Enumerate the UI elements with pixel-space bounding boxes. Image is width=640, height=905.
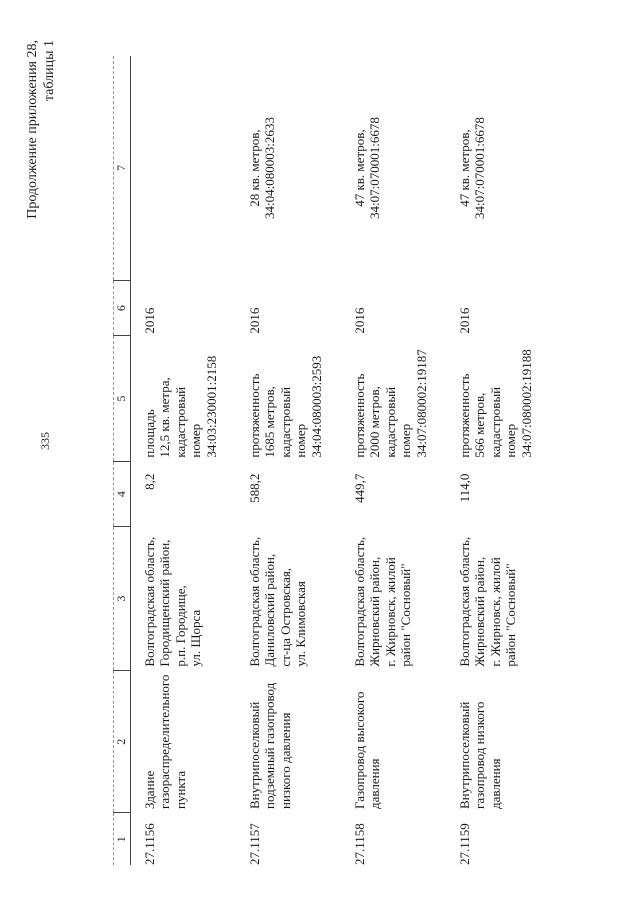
address-cell-line: Волгоградская область,: [351, 536, 367, 667]
value-cell: 449,7: [351, 473, 367, 503]
details-cell-line: протяженность: [351, 373, 367, 458]
note-cell-line: 47 кв. метров,: [456, 129, 472, 207]
address-cell-line: Жирновский район,: [472, 556, 487, 667]
details-cell: [236, 336, 341, 462]
object-name-cell-line: газораспределительного: [157, 674, 172, 809]
details-cell-line: протяженность: [246, 373, 262, 458]
row-id-cell: 27.1158: [351, 823, 367, 865]
details-cell-line: площадь: [141, 409, 157, 458]
note-cell-line: 28 кв. метров,: [246, 129, 262, 207]
object-name-cell-line: давления: [487, 758, 503, 809]
object-name-cell-line: газопровод низкого: [472, 701, 487, 809]
year-cell: 2016: [246, 307, 262, 334]
address-cell-line: г. Жирновск, жилой: [487, 557, 503, 667]
details-cell-line: 34:03:230001:2158: [203, 355, 219, 458]
details-cell-line: 34:04:080003:2593: [308, 355, 324, 458]
address-cell-line: Волгоградская область,: [456, 536, 472, 667]
details-cell-line: 12,5 кв. метра,: [157, 377, 172, 458]
object-name-cell: [130, 671, 236, 813]
address-cell: [130, 527, 236, 671]
details-cell: [446, 336, 551, 462]
row-id-cell: 27.1156: [141, 823, 157, 865]
details-cell-line: номер: [398, 423, 413, 458]
table-row: [130, 56, 236, 865]
column-header-2: 2: [114, 671, 131, 813]
object-name-cell-line: Внутрипоселковый: [456, 701, 472, 809]
table-row: [236, 56, 341, 865]
note-cell: [236, 56, 341, 281]
address-cell-line: Городищенский район,: [157, 539, 172, 667]
address-cell-line: район "Сосновый": [398, 563, 413, 667]
details-cell: [130, 336, 236, 462]
value-cell: 588,2: [246, 473, 262, 503]
object-name-cell: [341, 671, 446, 813]
object-name-cell: [446, 671, 551, 813]
object-name-cell: [236, 671, 341, 813]
details-cell: [341, 336, 446, 462]
continuation-line-1: Продолжение приложения 28,: [25, 40, 40, 219]
details-cell-line: 34:07:080002:19187: [413, 349, 429, 458]
address-cell-line: Жирновский район,: [367, 556, 382, 667]
address-cell-line: район "Сосновый": [503, 563, 518, 667]
column-header-6: 6: [114, 281, 131, 336]
data-table: [113, 56, 551, 865]
details-cell-line: 34:07:080002:19188: [518, 349, 534, 458]
note-cell: [446, 56, 551, 281]
details-cell-line: 2000 метров,: [367, 386, 382, 458]
object-name-cell-line: подземный газопровод: [262, 682, 277, 809]
address-cell-line: р.п. Городище,: [172, 585, 188, 667]
object-name-cell-line: давления: [367, 758, 382, 809]
details-cell-line: кадастровый: [382, 386, 398, 458]
object-name-cell-line: низкого давления: [277, 712, 293, 809]
note-cell-line: 34:07:070001:6678: [367, 117, 382, 219]
details-cell-line: номер: [293, 423, 308, 458]
address-cell-line: ул. Климовская: [293, 581, 308, 667]
note-cell-line: 34:07:070001:6678: [472, 117, 487, 219]
object-name-cell-line: пункта: [172, 770, 188, 809]
object-name-cell-line: Газопровод высокого: [351, 691, 367, 809]
year-cell: 2016: [456, 307, 472, 334]
address-cell-line: ст-ца Островская,: [277, 567, 293, 667]
table-body: [130, 56, 551, 865]
address-cell-line: Даниловский район,: [262, 553, 277, 667]
column-header-7: 7: [114, 56, 131, 281]
note-cell: [341, 56, 446, 281]
row-id-cell: 27.1159: [456, 823, 472, 865]
address-cell: [236, 527, 341, 671]
column-header-1: 1: [114, 813, 131, 865]
value-cell: 114,0: [456, 473, 472, 503]
year-cell: 2016: [351, 307, 367, 334]
row-id-cell: 27.1157: [246, 823, 262, 865]
page-number: 335: [38, 432, 52, 450]
note-cell-line: 34:04:080003:2633: [262, 117, 277, 219]
note-cell-line: 47 кв. метров,: [351, 129, 367, 207]
year-cell: 2016: [141, 307, 157, 334]
address-cell: [341, 527, 446, 671]
note-cell: [130, 56, 236, 281]
continuation-caption: [24, 40, 58, 440]
details-cell-line: 1685 метров,: [262, 386, 277, 458]
details-cell-line: 566 метров,: [472, 392, 487, 458]
column-header-3: 3: [114, 527, 131, 671]
continuation-line-2: таблицы 1: [42, 40, 57, 102]
object-name-cell-line: Здание: [141, 770, 157, 809]
details-cell-line: кадастровый: [487, 386, 503, 458]
column-header-5: 5: [114, 336, 131, 462]
address-cell-line: г. Жирновск, жилой: [382, 557, 398, 667]
object-name-cell-line: Внутрипоселковый: [246, 701, 262, 809]
header-row: [114, 56, 131, 865]
column-header-4: 4: [114, 462, 131, 527]
details-cell-line: кадастровый: [172, 386, 188, 458]
details-cell-line: номер: [503, 423, 518, 458]
address-cell-line: Волгоградская область,: [246, 536, 262, 667]
value-cell: 8,2: [141, 473, 157, 490]
details-cell-line: протяженность: [456, 373, 472, 458]
address-cell-line: ул. Щорса: [188, 609, 203, 667]
table-row: [341, 56, 446, 865]
address-cell: [446, 527, 551, 671]
table-row: [446, 56, 551, 865]
details-cell-line: кадастровый: [277, 386, 293, 458]
address-cell-line: Волгоградская область,: [141, 536, 157, 667]
details-cell-line: номер: [188, 423, 203, 458]
